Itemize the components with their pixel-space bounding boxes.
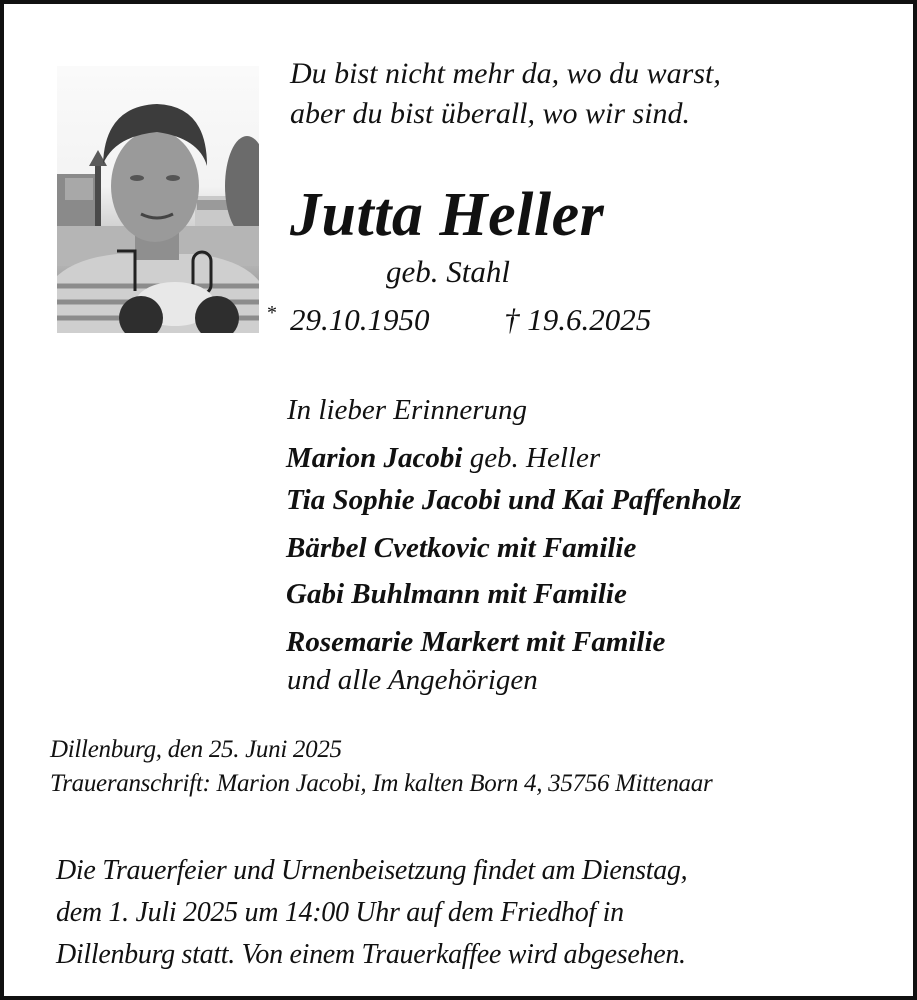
- mourners-closing: und alle Angehörigen: [287, 664, 538, 696]
- mourners-intro: In lieber Erinnerung: [287, 394, 528, 426]
- quote-line-2: aber du bist überall, wo wir sind.: [290, 97, 691, 130]
- place-and-date: Dillenburg, den 25. Juni 2025: [50, 736, 342, 763]
- deceased-name: Jutta Heller: [290, 181, 605, 249]
- service-line-3: Dillenburg statt. Von einem Trauerkaffee wird abgesehen.: [56, 939, 686, 970]
- portrait-photo: [57, 66, 259, 333]
- mourning-address: Traueranschrift: Marion Jacobi, Im kalten Born 4, 35756 Mittenaar: [50, 770, 713, 797]
- memorial-quote: [290, 54, 721, 134]
- birth-star-icon: *: [267, 302, 277, 324]
- death-date: [504, 302, 651, 338]
- quote-line-1: Du bist nicht mehr da, wo du warst,: [290, 57, 721, 90]
- mourner-name: Tia Sophie Jacobi und Kai Paffenholz: [286, 484, 742, 516]
- mourner-item: [286, 442, 600, 475]
- mourner-item: [286, 578, 627, 611]
- mourner-item: [286, 532, 636, 565]
- mourner-name: Marion Jacobi: [286, 442, 463, 474]
- birth-date: 29.10.1950: [290, 302, 430, 337]
- mourner-item: [286, 626, 665, 659]
- maiden-name: geb. Stahl: [386, 254, 510, 289]
- funeral-service-info: [56, 850, 687, 976]
- service-line-1: Die Trauerfeier und Urnenbeisetzung findet am Dienstag,: [56, 855, 688, 886]
- mourner-name: Gabi Buhlmann mit Familie: [286, 578, 627, 610]
- service-line-2: dem 1. Juli 2025 um 14:00 Uhr auf dem Friedhof in: [56, 897, 624, 928]
- mourner-name: Bärbel Cvetkovic mit Familie: [286, 532, 637, 564]
- portrait-illustration-icon: [57, 66, 259, 333]
- mourner-suffix: geb. Heller: [462, 442, 601, 474]
- cross-icon: †: [504, 302, 520, 337]
- mourner-name: Rosemarie Markert mit Familie: [286, 626, 666, 658]
- death-date-value: 19.6.2025: [527, 302, 652, 337]
- mourner-item: [286, 484, 741, 517]
